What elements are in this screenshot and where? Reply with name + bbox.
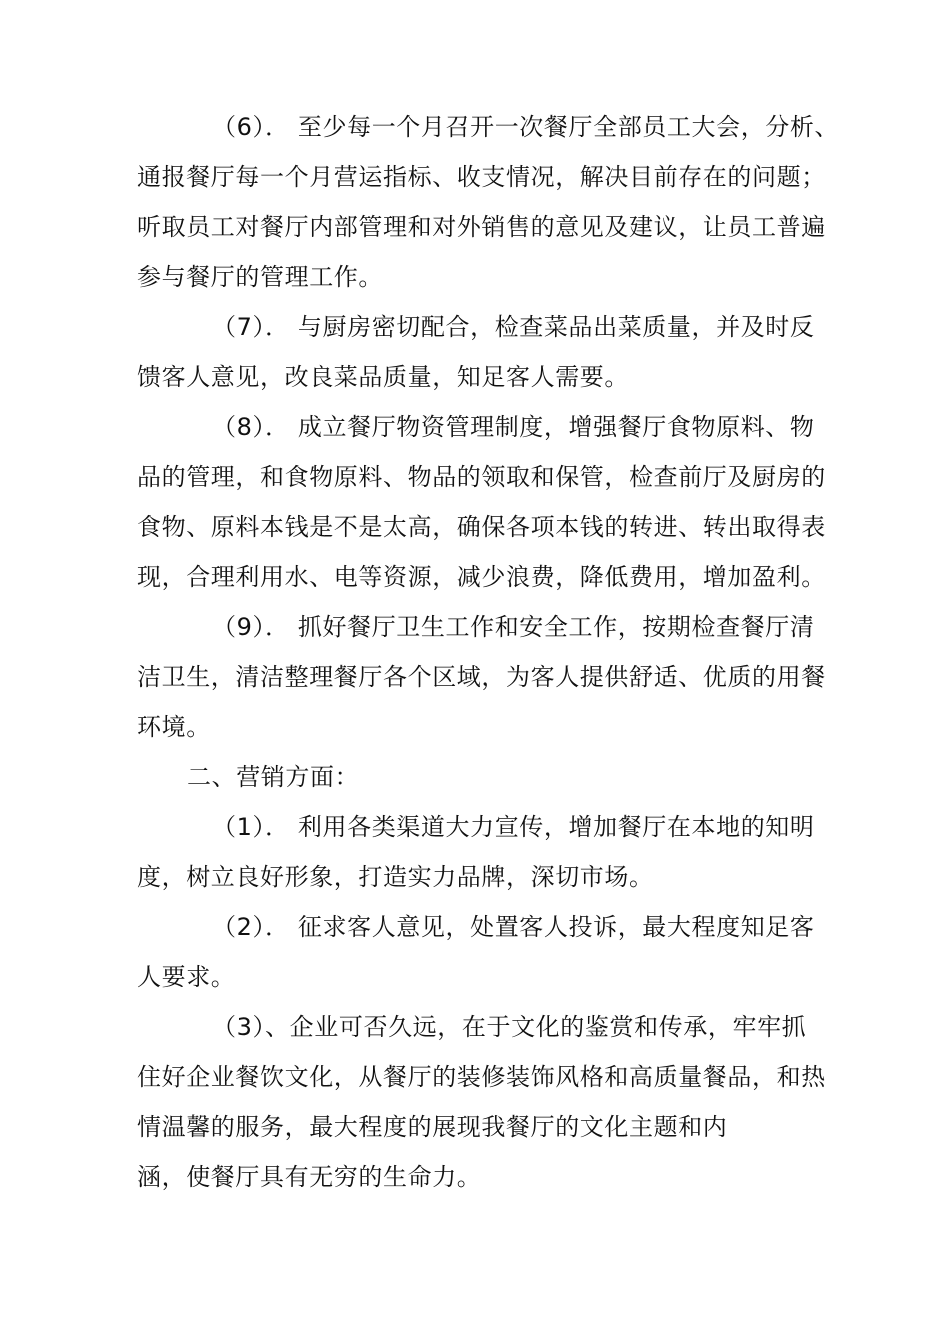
text-line: （6）． 至少每一个月召开一次餐厅全部员工大会，分析、: [212, 113, 840, 141]
text-line: （2）． 征求客人意见，处置客人投诉，最大程度知足客: [212, 913, 815, 941]
text-line: 人要求。: [137, 963, 236, 991]
text-line: 现，合理利用水、电等资源，减少浪费，降低费用，增加盈利。: [137, 563, 826, 591]
text-line: 食物、原料本钱是不是太高，确保各项本钱的转进、转出取得表: [137, 513, 826, 541]
text-line: （9）． 抓好餐厅卫生工作和安全工作，按期检查餐厅清: [212, 613, 815, 641]
text-line: （3）、企业可否久远，在于文化的鉴赏和传承，牢牢抓: [212, 1013, 807, 1041]
text-line: 环境。: [137, 713, 211, 741]
text-line: （8）． 成立餐厅物资管理制度，增强餐厅食物原料、物: [212, 413, 815, 441]
text-line: 听取员工对餐厅内部管理和对外销售的意见及建议，让员工普遍: [137, 213, 826, 241]
text-line: 情温馨的服务，最大程度的展现我餐厅的文化主题和内: [137, 1113, 728, 1141]
section-heading: 二、营销方面：: [187, 763, 360, 791]
text-line: （1）． 利用各类渠道大力宣传，增加餐厅在本地的知明: [212, 813, 815, 841]
text-line: （7）． 与厨房密切配合，检查菜品出菜质量，并及时反: [212, 313, 815, 341]
text-line: 品的管理，和食物原料、物品的领取和保管，检查前厅及厨房的: [137, 463, 826, 491]
text-line: 参与餐厅的管理工作。: [137, 263, 383, 291]
text-line: 涵，使餐厅具有无穷的生命力。: [137, 1163, 482, 1191]
text-line: 度，树立良好形象，打造实力品牌，深切市场。: [137, 863, 654, 891]
text-line: 住好企业餐饮文化，从餐厅的装修装饰风格和高质量餐品，和热: [137, 1063, 826, 1091]
text-line: 馈客人意见，改良菜品质量，知足客人需要。: [137, 363, 629, 391]
text-line: 洁卫生，清洁整理餐厅各个区域，为客人提供舒适、优质的用餐: [137, 663, 826, 691]
text-line: 通报餐厅每一个月营运指标、收支情况，解决目前存在的问题；: [137, 163, 826, 191]
